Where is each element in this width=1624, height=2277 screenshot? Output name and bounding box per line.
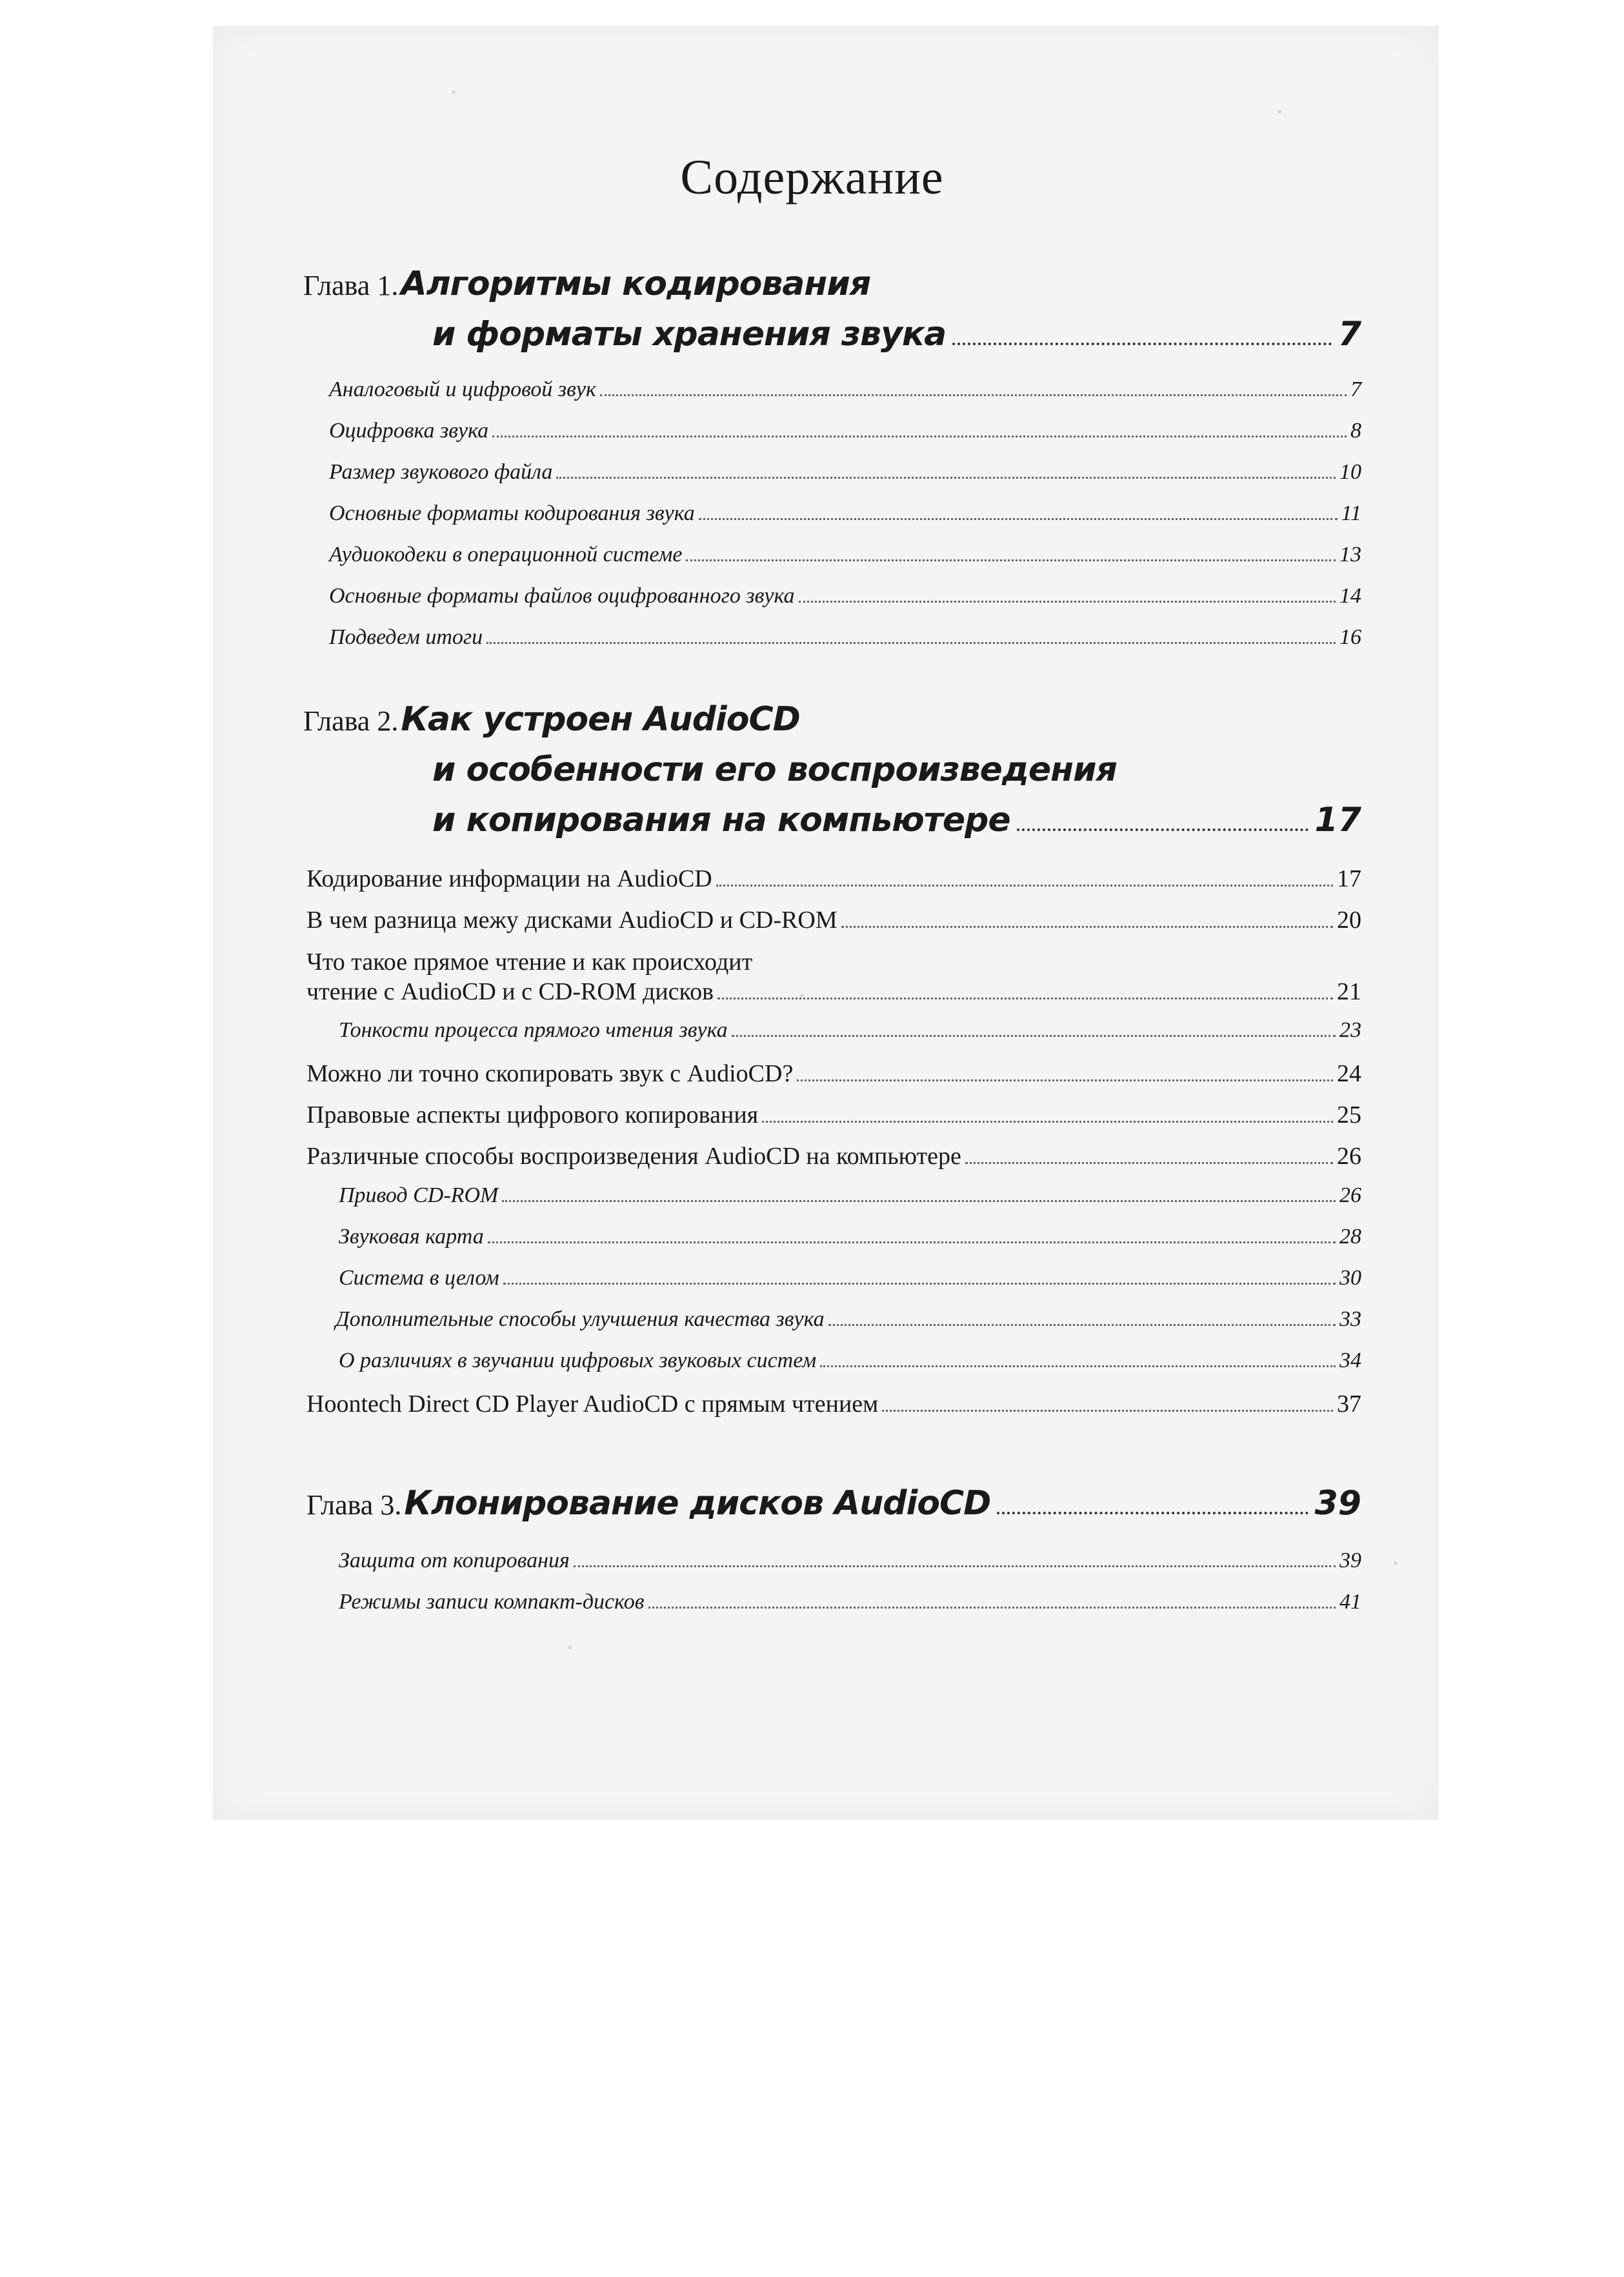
chapter-title-line: Как устроен AudioCD <box>401 700 800 739</box>
toc-entry[interactable]: О различиях в звучании цифровых звуковых систем 34 <box>339 1349 1361 1372</box>
toc-entry[interactable]: Основные форматы кодирования звука 11 <box>329 501 1361 525</box>
chapter-title-line: Клонирование дисков AudioCD <box>404 1484 991 1523</box>
page-number: 34 <box>1339 1349 1361 1372</box>
toc-entry[interactable]: Режимы записи компакт-дисков 41 <box>339 1590 1361 1614</box>
page-number: 13 <box>1339 543 1361 567</box>
page-number: 7 <box>1350 377 1361 401</box>
toc-entry[interactable]: Hoontech Direct CD Player AudioCD с прямым чтением 37 <box>306 1390 1361 1418</box>
toc-entry[interactable]: Аудиокодеки в операционной системе 13 <box>329 543 1361 567</box>
chapter-2-entries <box>306 865 1361 1431</box>
page-number: 16 <box>1339 625 1361 649</box>
page-number: 23 <box>1339 1018 1361 1042</box>
toc-entry[interactable]: Защита от копирования 39 <box>339 1549 1361 1572</box>
toc-entry[interactable]: Оцифровка звука 8 <box>329 419 1361 443</box>
page-number: 10 <box>1339 460 1361 484</box>
toc-entry[interactable]: Подведем итоги 16 <box>329 625 1361 649</box>
chapter-label: Глава 2. <box>303 705 399 737</box>
scan-speck <box>568 1645 572 1649</box>
toc-entry[interactable]: Основные форматы файлов оцифрованного звука 14 <box>329 584 1361 608</box>
scan-speck <box>1278 110 1281 114</box>
page-title: Содержание <box>680 150 944 205</box>
chapter-page-number: 17 <box>1314 801 1361 839</box>
toc-entry[interactable]: Аналоговый и цифровой звук 7 <box>329 377 1361 401</box>
chapter-title-line: и копирования на компьютере <box>432 801 1010 839</box>
chapter-2-heading <box>303 700 1361 851</box>
toc-entry[interactable]: Правовые аспекты цифрового копирования 25 <box>306 1101 1361 1128</box>
chapter-title-line: и особенности его воспроизведения <box>432 750 1117 789</box>
page-number: 11 <box>1341 501 1361 525</box>
toc-entry[interactable]: В чем разница межу дисками AudioCD и CD-ROM 20 <box>306 907 1361 934</box>
page-number: 20 <box>1337 907 1361 934</box>
dot-leader <box>997 1512 1308 1514</box>
dot-leader <box>952 343 1332 345</box>
toc-entry[interactable]: Дополнительные способы улучшения качества звука 33 <box>336 1307 1361 1331</box>
chapter-page-number: 39 <box>1314 1484 1361 1523</box>
chapter-title-line: и форматы хранения звука <box>432 315 947 354</box>
page-number: 24 <box>1337 1060 1361 1087</box>
toc-entry[interactable]: Звуковая карта 28 <box>339 1225 1361 1249</box>
chapter-label: Глава 3. <box>306 1489 402 1521</box>
toc-entry[interactable]: Система в целом 30 <box>339 1266 1361 1290</box>
page-number: 17 <box>1337 865 1361 892</box>
toc-entry[interactable]: Можно ли точно скопировать звук с AudioCD? 24 <box>306 1060 1361 1087</box>
page-number: 8 <box>1350 419 1361 443</box>
page-number: 21 <box>1337 978 1361 1005</box>
chapter-3-heading <box>306 1484 1361 1534</box>
page-number: 33 <box>1339 1307 1361 1331</box>
chapter-title-line: Алгоритмы кодирования <box>401 265 871 303</box>
page-number: 30 <box>1339 1266 1361 1290</box>
toc-entry[interactable]: Тонкости процесса прямого чтения звука 23 <box>339 1018 1361 1042</box>
toc-entry[interactable]: Размер звукового файла 10 <box>329 460 1361 484</box>
scan-speck <box>1394 1561 1398 1565</box>
chapter-3-entries <box>339 1549 1361 1631</box>
page-number: 14 <box>1339 584 1361 608</box>
toc-entry[interactable]: Что такое прямое чтение и как происходит чтение с AudioCD и с CD-ROM дисков 21 <box>306 948 1361 1005</box>
page-number: 37 <box>1337 1390 1361 1418</box>
page-number: 26 <box>1339 1183 1361 1207</box>
toc-entry[interactable]: Различные способы воспроизведения AudioCD на компьютере 26 <box>306 1143 1361 1170</box>
scan-speck <box>452 90 456 94</box>
page-number: 41 <box>1339 1590 1361 1614</box>
dot-leader <box>1017 828 1308 831</box>
chapter-1-heading <box>303 265 1361 365</box>
page-number: 25 <box>1337 1101 1361 1128</box>
page-number: 26 <box>1337 1143 1361 1170</box>
chapter-1-entries <box>329 377 1361 667</box>
toc-entry[interactable]: Привод CD-ROM 26 <box>339 1183 1361 1207</box>
page-number: 28 <box>1339 1225 1361 1249</box>
chapter-page-number: 7 <box>1338 315 1361 354</box>
toc-entry[interactable]: Кодирование информации на AudioCD 17 <box>306 865 1361 892</box>
chapter-label: Глава 1. <box>303 270 399 301</box>
page-number: 39 <box>1339 1549 1361 1572</box>
